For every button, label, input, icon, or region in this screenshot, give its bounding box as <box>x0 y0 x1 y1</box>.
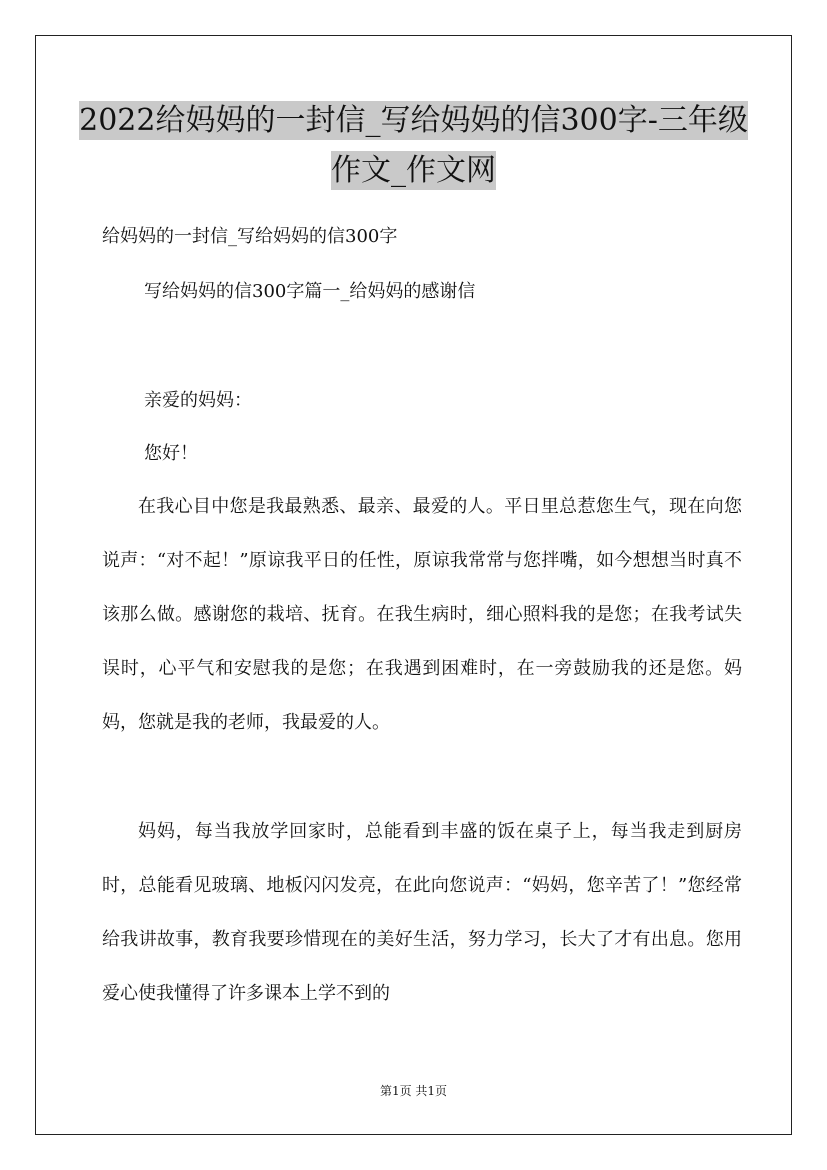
letter-paragraph-1: 在我心目中您是我最熟悉、最亲、最爱的人。平日里总惹您生气，现在向您说声：“对不起！”原谅我平日的任性，原谅我常常与您拌嘴，如今想想当时真不该那么做。感谢您的栽培、抚育。在我生病时，细心照料我的是您；在我考试失误时，心平气和安慰我的是您；在我遇到困难时，在一旁鼓励我的还是您。妈妈，您就是我的老师，我最爱的人。 <box>102 496 742 733</box>
letter-salutation: 亲爱的妈妈： <box>144 390 252 411</box>
letter-greeting: 您好！ <box>144 443 198 464</box>
document-title <box>70 96 757 196</box>
document-subtitle: 给妈妈的一封信_写给妈妈的信300字 <box>102 226 398 247</box>
section-heading: 写给妈妈的信300字篇一_给妈妈的感谢信 <box>144 281 476 302</box>
letter-paragraph-2: 妈妈，每当我放学回家时，总能看到丰盛的饭在桌子上，每当我走到厨房时，总能看见玻璃、地板闪闪发亮，在此向您说声：“妈妈，您辛苦了！”您经常给我讲故事，教育我要珍惜现在的美好生活，努力学习，长大了才有出息。您用爱心使我懂得了许多课本上学不到的 <box>102 821 742 1004</box>
page-footer: 第1页 共1页 <box>379 1084 448 1098</box>
title-highlight: 2022给妈妈的一封信_写给妈妈的信300字-三年级作文_作文网 <box>79 103 748 188</box>
